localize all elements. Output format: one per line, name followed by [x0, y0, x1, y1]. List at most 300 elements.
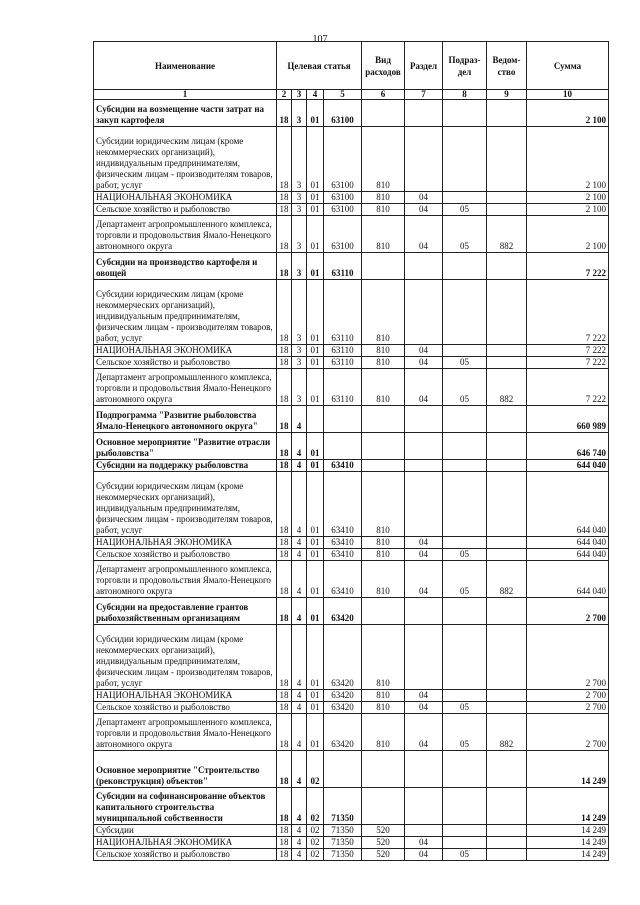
code-subprogram: 3: [292, 216, 307, 253]
code-direction: 63410: [324, 460, 362, 472]
dept-code: [487, 472, 527, 537]
code-program: 18: [277, 625, 292, 690]
row-sum: 2 100: [527, 192, 609, 204]
table-row: [94, 345, 609, 357]
code-direction: 63110: [324, 345, 362, 357]
dept-code: 882: [487, 561, 527, 598]
subsection-code: [443, 537, 487, 549]
code-activity: 01: [307, 127, 324, 192]
code-activity: 01: [307, 192, 324, 204]
code-activity: 01: [307, 253, 324, 280]
table-row: [94, 280, 609, 345]
expense-type: 810: [362, 192, 405, 204]
dept-code: 882: [487, 714, 527, 751]
table-row: [94, 369, 609, 406]
table-row: [94, 406, 609, 433]
code-direction: 63410: [324, 561, 362, 598]
dept-code: [487, 598, 527, 625]
code-subprogram: 4: [292, 788, 307, 825]
code-activity: 01: [307, 561, 324, 598]
row-sum: 2 100: [527, 216, 609, 253]
row-name: Сельское хозяйство и рыболовство: [94, 204, 277, 216]
subsection-code: 05: [443, 714, 487, 751]
row-name: Субсидии юридическим лицам (кроме некоммерческих организаций), индивидуальным предпринимателям, физическим лицам - производителям товаров, работ, услуг: [94, 127, 277, 192]
code-program: 18: [277, 216, 292, 253]
code-subprogram: 4: [292, 625, 307, 690]
row-sum: 2 100: [527, 100, 609, 127]
row-sum: 660 989: [527, 406, 609, 433]
expense-type: 520: [362, 837, 405, 849]
section-code: [405, 433, 443, 460]
col-number: 10: [527, 90, 609, 100]
expense-type: 810: [362, 280, 405, 345]
code-direction: 63410: [324, 549, 362, 561]
row-name: Сельское хозяйство и рыболовство: [94, 549, 277, 561]
code-direction: 71350: [324, 837, 362, 849]
table-row: [94, 537, 609, 549]
code-direction: 63100: [324, 192, 362, 204]
subsection-code: 05: [443, 204, 487, 216]
dept-code: [487, 825, 527, 837]
dept-code: [487, 345, 527, 357]
section-code: [405, 280, 443, 345]
subsection-code: [443, 192, 487, 204]
row-sum: 2 700: [527, 625, 609, 690]
page-number: 107: [312, 34, 328, 45]
row-sum: 14 249: [527, 849, 609, 861]
dept-code: 882: [487, 216, 527, 253]
row-sum: 14 249: [527, 751, 609, 788]
expense-type: 810: [362, 369, 405, 406]
code-subprogram: 4: [292, 849, 307, 861]
code-subprogram: 3: [292, 369, 307, 406]
code-program: 18: [277, 253, 292, 280]
expense-type: 810: [362, 561, 405, 598]
table-row: [94, 837, 609, 849]
row-sum: 2 700: [527, 690, 609, 702]
code-program: 18: [277, 204, 292, 216]
header-subsection: Подраз-дел: [443, 42, 487, 90]
section-code: [405, 100, 443, 127]
dept-code: [487, 837, 527, 849]
header-dept: Ведом-ство: [487, 42, 527, 90]
table-row: [94, 702, 609, 714]
code-subprogram: 4: [292, 561, 307, 598]
section-code: [405, 751, 443, 788]
table-row: [94, 192, 609, 204]
column-number-row: [94, 90, 609, 100]
subsection-code: [443, 625, 487, 690]
code-subprogram: 4: [292, 751, 307, 788]
code-program: 18: [277, 537, 292, 549]
code-program: 18: [277, 406, 292, 433]
code-direction: [324, 433, 362, 460]
col-number: 9: [487, 90, 527, 100]
code-direction: [324, 406, 362, 433]
table-header-row: [94, 42, 609, 90]
code-subprogram: 4: [292, 460, 307, 472]
code-subprogram: 4: [292, 472, 307, 537]
code-direction: 63100: [324, 216, 362, 253]
col-number: 5: [324, 90, 362, 100]
dept-code: [487, 357, 527, 369]
code-activity: 01: [307, 625, 324, 690]
code-direction: 71350: [324, 788, 362, 825]
section-code: 04: [405, 561, 443, 598]
subsection-code: [443, 598, 487, 625]
table-row: [94, 100, 609, 127]
dept-code: [487, 537, 527, 549]
section-code: 04: [405, 345, 443, 357]
code-subprogram: 4: [292, 714, 307, 751]
subsection-code: [443, 100, 487, 127]
expense-type: [362, 751, 405, 788]
table-row: [94, 561, 609, 598]
row-sum: 644 040: [527, 561, 609, 598]
row-sum: 7 222: [527, 357, 609, 369]
code-subprogram: 4: [292, 537, 307, 549]
row-name: НАЦИОНАЛЬНАЯ ЭКОНОМИКА: [94, 537, 277, 549]
row-sum: 644 040: [527, 460, 609, 472]
table-row: [94, 127, 609, 192]
expense-type: 810: [362, 216, 405, 253]
expense-type: [362, 406, 405, 433]
code-subprogram: 4: [292, 549, 307, 561]
code-activity: 01: [307, 433, 324, 460]
code-subprogram: 4: [292, 598, 307, 625]
code-activity: 01: [307, 357, 324, 369]
subsection-code: [443, 825, 487, 837]
expense-type: 810: [362, 690, 405, 702]
table-row: [94, 253, 609, 280]
row-name: Департамент агропромышленного комплекса, торговли и продовольствия Ямало-Ненецкого автономного округа: [94, 561, 277, 598]
subsection-code: [443, 751, 487, 788]
code-direction: 63110: [324, 357, 362, 369]
table-row: [94, 357, 609, 369]
section-code: 04: [405, 837, 443, 849]
expense-type: [362, 460, 405, 472]
code-subprogram: 3: [292, 100, 307, 127]
dept-code: [487, 788, 527, 825]
header-type: Вид расходов: [362, 42, 405, 90]
code-direction: 63420: [324, 714, 362, 751]
section-code: 04: [405, 549, 443, 561]
row-name: НАЦИОНАЛЬНАЯ ЭКОНОМИКА: [94, 837, 277, 849]
row-name: Департамент агропромышленного комплекса, торговли и продовольствия Ямало-Ненецкого автономного округа: [94, 369, 277, 406]
expense-type: 810: [362, 127, 405, 192]
row-sum: 14 249: [527, 825, 609, 837]
section-code: [405, 460, 443, 472]
row-sum: 7 222: [527, 253, 609, 280]
code-activity: [307, 406, 324, 433]
code-program: 18: [277, 837, 292, 849]
expense-type: [362, 253, 405, 280]
header-name: Наименование: [94, 42, 277, 90]
section-code: 04: [405, 702, 443, 714]
row-name: Субсидии юридическим лицам (кроме некоммерческих организаций), индивидуальным предпринимателям, физическим лицам - производителям товаров, работ, услуг: [94, 280, 277, 345]
row-name: Субсидии на софинансирование объектов капитального строительства муниципальной собственности: [94, 788, 277, 825]
table-row: [94, 714, 609, 751]
row-sum: 644 040: [527, 472, 609, 537]
subsection-code: [443, 788, 487, 825]
col-number: 1: [94, 90, 277, 100]
code-subprogram: 3: [292, 192, 307, 204]
col-number: 7: [405, 90, 443, 100]
table-row: [94, 690, 609, 702]
row-sum: 644 040: [527, 537, 609, 549]
row-sum: 7 222: [527, 345, 609, 357]
code-direction: 63410: [324, 472, 362, 537]
code-direction: 63110: [324, 369, 362, 406]
code-direction: 71350: [324, 849, 362, 861]
row-sum: 7 222: [527, 369, 609, 406]
dept-code: [487, 625, 527, 690]
expense-type: 810: [362, 472, 405, 537]
expense-type: 810: [362, 549, 405, 561]
table-row: [94, 751, 609, 788]
code-activity: 01: [307, 204, 324, 216]
section-code: 04: [405, 714, 443, 751]
code-direction: [324, 751, 362, 788]
col-number: 6: [362, 90, 405, 100]
dept-code: [487, 127, 527, 192]
row-name: НАЦИОНАЛЬНАЯ ЭКОНОМИКА: [94, 690, 277, 702]
dept-code: [487, 192, 527, 204]
subsection-code: 05: [443, 849, 487, 861]
code-activity: 02: [307, 788, 324, 825]
expense-type: 810: [362, 702, 405, 714]
header-target: Целевая статья: [277, 42, 362, 90]
section-code: 04: [405, 690, 443, 702]
row-sum: 7 222: [527, 280, 609, 345]
code-activity: 02: [307, 825, 324, 837]
code-activity: 01: [307, 369, 324, 406]
code-subprogram: 4: [292, 433, 307, 460]
code-subprogram: 4: [292, 690, 307, 702]
table-row: [94, 549, 609, 561]
code-activity: 01: [307, 714, 324, 751]
subsection-code: [443, 280, 487, 345]
code-direction: 63100: [324, 204, 362, 216]
subsection-code: 05: [443, 369, 487, 406]
row-name: Субсидии на возмещение части затрат на закуп картофеля: [94, 100, 277, 127]
section-code: [405, 253, 443, 280]
code-activity: 01: [307, 345, 324, 357]
code-program: 18: [277, 472, 292, 537]
subsection-code: 05: [443, 216, 487, 253]
row-name: Субсидии: [94, 825, 277, 837]
subsection-code: [443, 460, 487, 472]
subsection-code: 05: [443, 549, 487, 561]
row-sum: 2 700: [527, 598, 609, 625]
col-number: 3: [292, 90, 307, 100]
budget-table: [93, 41, 609, 861]
section-code: 04: [405, 204, 443, 216]
code-program: 18: [277, 549, 292, 561]
dept-code: [487, 100, 527, 127]
code-activity: 02: [307, 751, 324, 788]
code-program: 18: [277, 849, 292, 861]
code-subprogram: 4: [292, 702, 307, 714]
expense-type: 810: [362, 625, 405, 690]
code-program: 18: [277, 561, 292, 598]
code-program: 18: [277, 369, 292, 406]
table-row: [94, 825, 609, 837]
section-code: [405, 472, 443, 537]
section-code: [405, 598, 443, 625]
code-direction: 63110: [324, 253, 362, 280]
code-program: 18: [277, 345, 292, 357]
dept-code: [487, 204, 527, 216]
section-code: [405, 406, 443, 433]
code-direction: 63420: [324, 690, 362, 702]
code-activity: 01: [307, 549, 324, 561]
dept-code: 882: [487, 369, 527, 406]
row-sum: 14 249: [527, 788, 609, 825]
code-program: 18: [277, 825, 292, 837]
code-subprogram: 3: [292, 127, 307, 192]
header-section: Раздел: [405, 42, 443, 90]
code-direction: 63420: [324, 702, 362, 714]
section-code: [405, 625, 443, 690]
code-activity: 01: [307, 216, 324, 253]
header-sum: Сумма: [527, 42, 609, 90]
table-row: [94, 598, 609, 625]
code-activity: 01: [307, 598, 324, 625]
section-code: 04: [405, 216, 443, 253]
row-name: Субсидии на предоставление грантов рыбохозяйственным организациям: [94, 598, 277, 625]
dept-code: [487, 253, 527, 280]
row-name: Основное мероприятие "Развитие отрасли рыболовства": [94, 433, 277, 460]
section-code: [405, 127, 443, 192]
code-direction: 63110: [324, 280, 362, 345]
code-program: 18: [277, 460, 292, 472]
dept-code: [487, 549, 527, 561]
expense-type: 520: [362, 825, 405, 837]
table-row: [94, 433, 609, 460]
section-code: [405, 788, 443, 825]
col-number: 4: [307, 90, 324, 100]
table-row: [94, 204, 609, 216]
table-row: [94, 788, 609, 825]
dept-code: [487, 690, 527, 702]
code-direction: 63410: [324, 537, 362, 549]
section-code: 04: [405, 369, 443, 406]
row-name: Субсидии юридическим лицам (кроме некоммерческих организаций), индивидуальным предпринимателям, физическим лицам - производителям товаров, работ, услуг: [94, 625, 277, 690]
subsection-code: [443, 127, 487, 192]
dept-code: [487, 433, 527, 460]
row-name: Основное мероприятие "Строительство (реконструкция) объектов": [94, 751, 277, 788]
code-subprogram: 3: [292, 204, 307, 216]
section-code: 04: [405, 357, 443, 369]
code-activity: 01: [307, 100, 324, 127]
row-name: Субсидии на производство картофеля и овощей: [94, 253, 277, 280]
code-subprogram: 3: [292, 253, 307, 280]
code-direction: 63420: [324, 625, 362, 690]
row-name: Сельское хозяйство и рыболовство: [94, 702, 277, 714]
section-code: [405, 825, 443, 837]
row-name: Департамент агропромышленного комплекса, торговли и продовольствия Ямало-Ненецкого автономного округа: [94, 216, 277, 253]
row-sum: 644 040: [527, 549, 609, 561]
col-number: 8: [443, 90, 487, 100]
code-program: 18: [277, 192, 292, 204]
code-activity: 01: [307, 702, 324, 714]
row-name: Департамент агропромышленного комплекса, торговли и продовольствия Ямало-Ненецкого автономного округа: [94, 714, 277, 751]
code-activity: 01: [307, 460, 324, 472]
row-name: Подпрограмма "Развитие рыболовства Ямало-Ненецкого автономного округа": [94, 406, 277, 433]
expense-type: [362, 100, 405, 127]
subsection-code: [443, 406, 487, 433]
table-row: [94, 216, 609, 253]
row-name: Субсидии юридическим лицам (кроме некоммерческих организаций), индивидуальным предпринимателям, физическим лицам - производителям товаров, работ, услуг: [94, 472, 277, 537]
code-activity: 01: [307, 280, 324, 345]
table-row: [94, 625, 609, 690]
expense-type: 810: [362, 537, 405, 549]
code-program: 18: [277, 714, 292, 751]
dept-code: [487, 280, 527, 345]
code-direction: 71350: [324, 825, 362, 837]
subsection-code: 05: [443, 561, 487, 598]
code-direction: 63100: [324, 100, 362, 127]
row-sum: 646 740: [527, 433, 609, 460]
code-program: 18: [277, 751, 292, 788]
section-code: 04: [405, 192, 443, 204]
dept-code: [487, 406, 527, 433]
subsection-code: [443, 345, 487, 357]
subsection-code: [443, 253, 487, 280]
row-name: Сельское хозяйство и рыболовство: [94, 357, 277, 369]
table-row: [94, 460, 609, 472]
expense-type: [362, 433, 405, 460]
subsection-code: [443, 837, 487, 849]
table-row: [94, 472, 609, 537]
subsection-code: 05: [443, 357, 487, 369]
dept-code: [487, 702, 527, 714]
row-name: НАЦИОНАЛЬНАЯ ЭКОНОМИКА: [94, 192, 277, 204]
dept-code: [487, 751, 527, 788]
code-activity: 01: [307, 537, 324, 549]
code-direction: 63100: [324, 127, 362, 192]
subsection-code: [443, 472, 487, 537]
code-program: 18: [277, 433, 292, 460]
table-row: [94, 849, 609, 861]
subsection-code: [443, 690, 487, 702]
subsection-code: 05: [443, 702, 487, 714]
row-name: Сельское хозяйство и рыболовство: [94, 849, 277, 861]
code-program: 18: [277, 702, 292, 714]
expense-type: 810: [362, 714, 405, 751]
section-code: 04: [405, 849, 443, 861]
row-sum: 2 100: [527, 204, 609, 216]
dept-code: [487, 460, 527, 472]
row-name: Субсидии на поддержку рыболовства: [94, 460, 277, 472]
code-program: 18: [277, 788, 292, 825]
code-program: 18: [277, 690, 292, 702]
code-subprogram: 3: [292, 280, 307, 345]
row-sum: 2 700: [527, 714, 609, 751]
section-code: 04: [405, 537, 443, 549]
expense-type: 810: [362, 345, 405, 357]
code-program: 18: [277, 100, 292, 127]
code-subprogram: 4: [292, 406, 307, 433]
expense-type: [362, 598, 405, 625]
expense-type: [362, 788, 405, 825]
dept-code: [487, 849, 527, 861]
code-subprogram: 3: [292, 345, 307, 357]
row-sum: 2 700: [527, 702, 609, 714]
code-activity: 01: [307, 472, 324, 537]
row-sum: 2 100: [527, 127, 609, 192]
